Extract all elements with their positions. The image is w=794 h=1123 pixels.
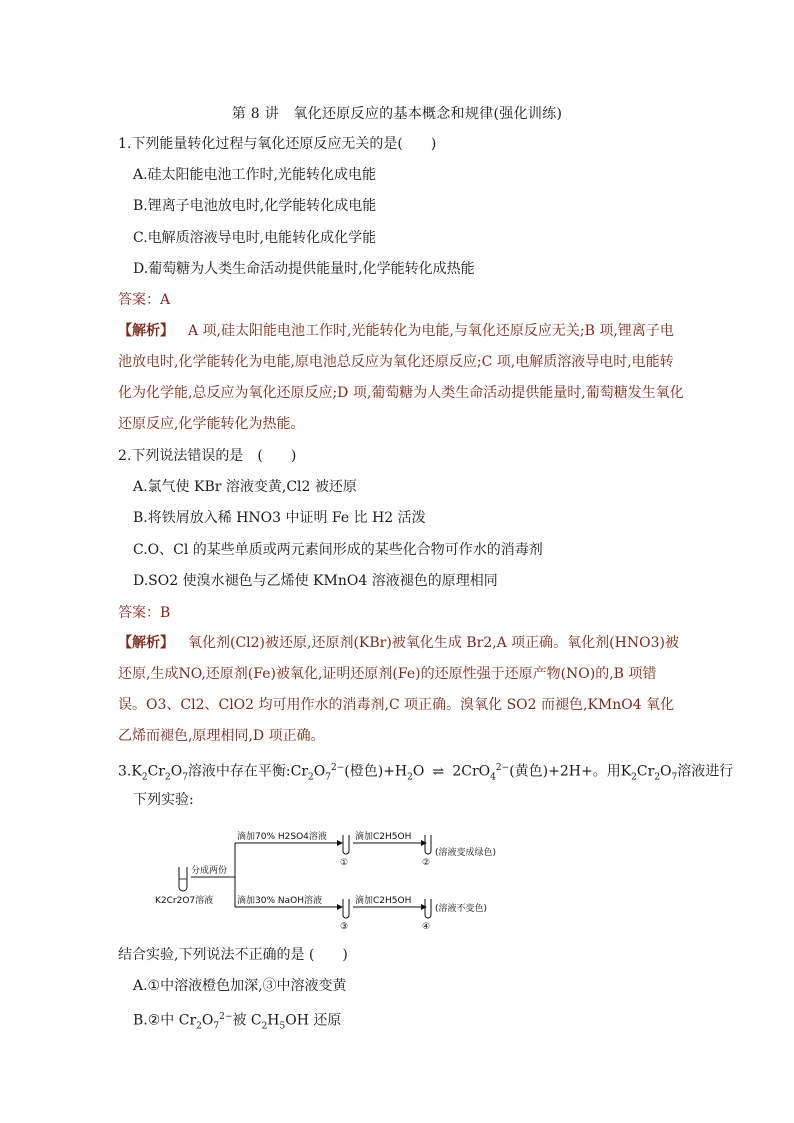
q2-analysis bbox=[118, 628, 684, 752]
q2-option-a: A.氯气使 KBr 溶液变黄,Cl2 被还原 bbox=[133, 479, 357, 495]
q1-analysis-tag: 【解析】 bbox=[118, 323, 174, 339]
bottom-result: (溶液不变色) bbox=[435, 904, 488, 914]
q2-stem: 2.下列说法错误的是 ( ) bbox=[118, 448, 297, 464]
q3-option-b-part-b: 被 C bbox=[232, 1012, 262, 1029]
q3-stem-c: O bbox=[412, 763, 425, 780]
q1-option-a: A.硅太阳能电池工作时,光能转化成电能 bbox=[133, 167, 377, 183]
q3-option-b-part-c: H bbox=[267, 1012, 280, 1029]
bottom-reagent-1: 滴加30% NaOH溶液 bbox=[237, 896, 322, 906]
top-result: (溶液变成绿色) bbox=[435, 848, 497, 858]
tube-number-3: ③ bbox=[340, 922, 349, 932]
bottom-reagent-2: 滴加C2H5OH bbox=[355, 896, 412, 906]
q3-stem-line2: 下列实验: bbox=[133, 792, 194, 808]
q1-analysis bbox=[118, 316, 684, 440]
q1-option-d: D.葡萄糖为人类生命活动提供能量时,化学能转化成热能 bbox=[133, 261, 475, 277]
q3-stem-f: 溶液进行 bbox=[677, 763, 734, 780]
q2-answer: 答案：B bbox=[118, 605, 171, 621]
top-reagent-2: 滴加C2H5OH bbox=[355, 832, 412, 842]
test-tube-2-icon bbox=[425, 835, 431, 854]
equilibrium-arrow-icon: ⇌ bbox=[432, 763, 445, 780]
q3-stem-d: 2CrO bbox=[452, 763, 491, 780]
q2-option-d: D.SO2 使溴水褪色与乙烯使 KMnO4 溶液褪色的原理相同 bbox=[133, 573, 498, 589]
test-tube-1-icon bbox=[343, 835, 349, 854]
test-tube-4-icon bbox=[425, 899, 431, 918]
q3-stem-a: 溶液中存在平衡: bbox=[187, 763, 291, 780]
tube-number-4: ④ bbox=[422, 922, 431, 932]
q3-option-b-part-a: B.②中 Cr bbox=[133, 1012, 197, 1029]
tube-number-2: ② bbox=[422, 858, 431, 868]
q1-option-b: B.锂离子电池放电时,化学能转化成电能 bbox=[133, 198, 377, 214]
q1-option-c: C.电解质溶液导电时,电能转化成化学能 bbox=[133, 230, 377, 246]
test-tube-start-icon bbox=[179, 867, 187, 891]
q3-stem-e: (黄色)+2H+。用 bbox=[509, 763, 621, 780]
q2-option-c: C.O、Cl 的某些单质或两元素间形成的某些化合物可作水的消毒剂 bbox=[133, 542, 543, 558]
q3-number: 3. bbox=[118, 763, 132, 780]
experiment-diagram bbox=[155, 829, 515, 939]
top-reagent-1: 滴加70% H2SO4溶液 bbox=[237, 832, 327, 842]
page-title: 第 8 讲 氧化还原反应的基本概念和规律(强化训练) bbox=[231, 106, 563, 122]
q3-option-b: B.②中 $Cr_2O_7^{2-}$被 $C_2H_5OH$ 还原 bbox=[133, 1012, 342, 1032]
q2-analysis-tag: 【解析】 bbox=[118, 635, 174, 651]
q3-stem: $3.K_2Cr_2O_7$溶液中存在平衡$:Cr_2O_7^{2-}$(橙色)$+H_2O$ ⇌ 2CrO$_4^{2-}$(黄色)+2H+。用$K_2Cr_2O_7$溶液进行 bbox=[118, 763, 734, 783]
q1-stem: 1.下列能量转化过程与氧化还原反应无关的是( ) bbox=[118, 136, 437, 152]
q3-follow-question: 结合实验,下列说法不正确的是 ( ) bbox=[118, 947, 348, 963]
q1-answer: 答案：A bbox=[118, 292, 171, 308]
start-solution-label: K2Cr2O7溶液 bbox=[155, 896, 214, 906]
q2-option-b: B.将铁屑放入稀 HNO3 中证明 Fe 比 H2 活泼 bbox=[133, 510, 426, 526]
tube-number-1: ① bbox=[340, 858, 349, 868]
q2-analysis-text: 氧化剂(Cl2)被还原,还原剂(KBr)被氧化生成 Br2,A 项正确。氧化剂(HNO3)被还原,生成NO,还原剂(Fe)被氧化,证明还原剂(Fe)的还原性强于还原产物(NO)的,B 项错误。O3、Cl2、ClO2 均可用作水的消毒剂,C 项正确。溴氧化 SO2 而褪色,KMnO4 氧化乙烯而褪色,原理相同,D 项正确。 bbox=[118, 635, 679, 744]
q1-analysis-text: A 项,硅太阳能电池工作时,光能转化为电能,与氧化还原反应无关;B 项,锂离子电池放电时,化学能转化为电能,原电池总反应为氧化还原反应;C 项,电解质溶液导电时,电能转化为化学能,总反应为氧化还原反应;D 项,葡萄糖为人类生命活动提供能量时,葡萄糖发生氧化还原反应,化学能转化为热能。 bbox=[118, 323, 684, 432]
test-tube-3-icon bbox=[343, 899, 349, 918]
q3-option-a: A.①中溶液橙色加深,③中溶液变黄 bbox=[133, 978, 347, 994]
q3-stem-b: (橙色)+H bbox=[344, 763, 408, 780]
q3-option-b-part-d: OH 还原 bbox=[285, 1012, 342, 1029]
split-label: 分成两份 bbox=[191, 866, 228, 876]
